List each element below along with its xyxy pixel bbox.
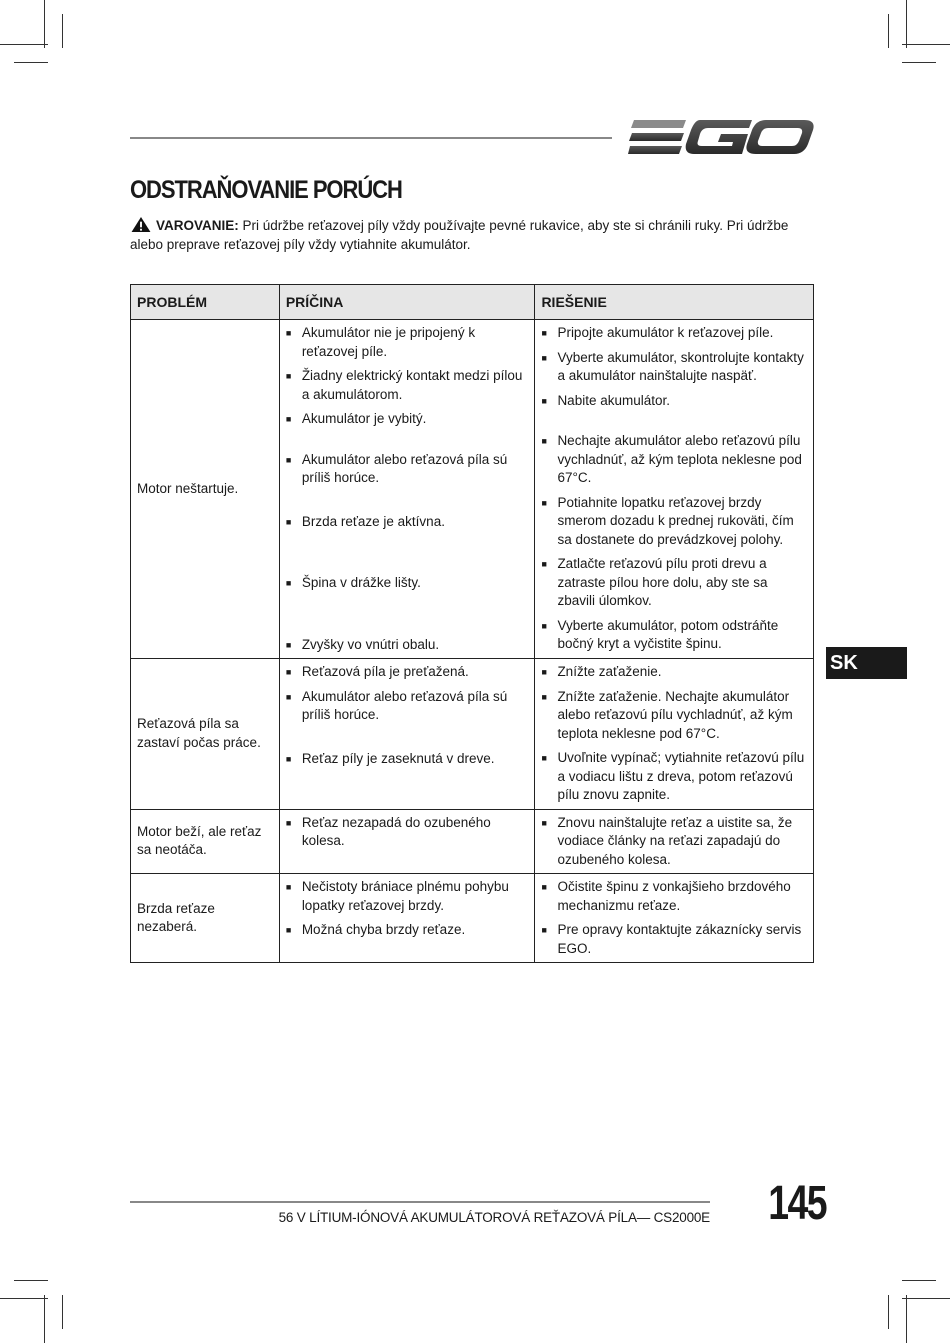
cause-cell xyxy=(279,809,535,874)
solution-text: Zatlačte reťazovú pílu proti drevu a zatraste pílou hore dolu, aby ste sa zbavili úlomkov. xyxy=(557,556,768,608)
crop-mark xyxy=(62,14,63,48)
warning-label: VAROVANIE: xyxy=(156,218,239,233)
cause-text: Reťazová píla je preťažená. xyxy=(301,664,469,679)
warning-triangle-icon xyxy=(130,216,152,233)
cause-cell xyxy=(279,320,535,659)
bullet-icon: ■ xyxy=(541,753,547,763)
problem-cell: Motor neštartuje. xyxy=(131,320,280,659)
solution-text: Pripojte akumulátor k reťazovej píle. xyxy=(557,325,774,340)
bullet-icon: ■ xyxy=(541,497,547,508)
list-item xyxy=(541,555,807,611)
crop-mark xyxy=(902,44,950,45)
bullet-icon: ■ xyxy=(285,454,292,465)
list-item xyxy=(541,663,807,682)
warning-notice xyxy=(130,216,814,254)
list-item xyxy=(286,367,529,404)
solution-cell xyxy=(535,809,814,874)
crop-mark xyxy=(888,14,889,48)
crop-mark xyxy=(902,62,936,63)
list-item xyxy=(541,349,807,386)
problem-cell: Motor beží, ale reťaz sa neotáča. xyxy=(131,809,280,874)
cause-text: Brzda reťaze je aktívna. xyxy=(301,513,445,529)
list-item xyxy=(541,688,807,744)
warning-text: Pri údržbe reťazovej píly vždy používajte pevné rukavice, aby ste si chránili ruky. Pri údržbe alebo preprave reťazovej píly vždy vytiahnite akumulátor. xyxy=(130,218,789,252)
cause-text: Reťaz nezapadá do ozubeného kolesa. xyxy=(301,814,491,848)
bullet-icon: ■ xyxy=(541,559,547,569)
solution-text: Znížte zaťaženie. Nechajte akumulátor alebo reťazovú pílu vychladnúť, až kým teplota neklesne pod 67°C. xyxy=(557,688,793,741)
crop-mark xyxy=(902,1280,936,1281)
footer-product-title: 56 V LÍTIUM-IÓNOVÁ AKUMULÁTOROVÁ REŤAZOVÁ PÍLA— CS2000E xyxy=(278,1210,710,1225)
bullet-icon: ■ xyxy=(541,352,547,363)
list-item xyxy=(541,878,807,915)
page-title: ODSTRAŇOVANIE PORÚCH xyxy=(130,176,402,204)
solution-text: Uvoľnite vypínač; vytiahnite reťazovú pílu a vodiacu lištu z dreva, potom reťazovú pílu znovu zapnite. xyxy=(557,750,805,802)
table-row xyxy=(131,659,814,810)
cause-text: Akumulátor je vybitý. xyxy=(301,411,427,426)
solution-text: Vyberte akumulátor, potom odstráňte bočný kryt a vyčistite špinu. xyxy=(557,617,779,651)
list-item xyxy=(286,410,529,429)
bullet-icon: ■ xyxy=(285,578,292,588)
crop-mark xyxy=(44,0,45,48)
list-item xyxy=(286,574,529,630)
crop-mark xyxy=(906,0,907,48)
column-header-cause: PRÍČINA xyxy=(279,285,535,320)
bullet-icon: ■ xyxy=(285,925,292,935)
bullet-icon: ■ xyxy=(285,753,292,764)
column-header-problem: PROBLÉM xyxy=(131,285,280,320)
troubleshooting-table xyxy=(130,284,814,963)
bullet-icon: ■ xyxy=(541,691,547,702)
list-item xyxy=(286,513,529,569)
table-row xyxy=(131,874,814,963)
solution-cell xyxy=(535,874,814,963)
list-item xyxy=(541,392,807,411)
page-number: 145 xyxy=(768,1177,826,1230)
solution-text: Potiahnite lopatku reťazovej brzdy smerom dozadu k prednej rukoväti, čím sa dostanete do prevádzkovej polohy. xyxy=(557,494,794,547)
list-item xyxy=(286,324,529,361)
table-row xyxy=(131,809,814,874)
cause-text: Akumulátor nie je pripojený k reťazovej píle. xyxy=(301,325,476,359)
bullet-icon: ■ xyxy=(285,328,292,338)
cause-text: Akumulátor alebo reťazová píla sú príliš horúce. xyxy=(301,688,508,722)
bullet-icon: ■ xyxy=(285,516,292,527)
solution-text: Očistite špinu z vonkajšieho brzdového mechanizmu reťaze. xyxy=(557,879,791,913)
solution-text: Znížte zaťaženie. xyxy=(557,664,662,679)
header-rule xyxy=(130,137,612,139)
crop-mark xyxy=(44,1295,45,1343)
list-item xyxy=(541,432,807,488)
list-item xyxy=(286,750,529,769)
bullet-icon: ■ xyxy=(285,639,292,650)
cause-text: Zvyšky vo vnútri obalu. xyxy=(301,636,440,652)
bullet-icon: ■ xyxy=(541,395,547,406)
crop-mark xyxy=(0,1298,48,1299)
list-item xyxy=(286,878,529,915)
list-item xyxy=(286,921,529,940)
solution-text: Vyberte akumulátor, skontrolujte kontakty a akumulátor nainštalujte naspäť. xyxy=(557,349,804,383)
bullet-icon: ■ xyxy=(541,817,547,828)
bullet-icon: ■ xyxy=(285,371,292,381)
crop-mark xyxy=(0,44,48,45)
cause-text: Reťaz píly je zaseknutá v dreve. xyxy=(301,750,495,766)
solution-cell xyxy=(535,320,814,659)
crop-mark xyxy=(14,62,48,63)
cause-cell xyxy=(279,874,535,963)
bullet-icon: ■ xyxy=(285,691,292,702)
cause-cell xyxy=(279,659,535,810)
bullet-icon: ■ xyxy=(285,414,292,424)
solution-text: Nechajte akumulátor alebo reťazovú pílu vychladnúť, až kým teplota neklesne pod 67°C. xyxy=(557,433,802,485)
list-item xyxy=(541,921,807,958)
table-header-row xyxy=(131,285,814,320)
table-row xyxy=(131,320,814,659)
crop-mark xyxy=(14,1280,48,1281)
bullet-icon: ■ xyxy=(541,925,547,935)
bullet-icon: ■ xyxy=(285,817,292,828)
solution-text: Pre opravy kontaktujte zákaznícky servis EGO. xyxy=(557,922,802,956)
list-item xyxy=(286,636,529,655)
cause-text: Žiadny elektrický kontakt medzi pílou a akumulátorom. xyxy=(301,368,523,402)
bullet-icon: ■ xyxy=(541,667,547,677)
problem-cell: Brzda reťaze nezaberá. xyxy=(131,874,280,963)
problem-cell: Reťazová píla sa zastaví počas práce. xyxy=(131,659,280,810)
crop-mark xyxy=(902,1298,950,1299)
list-item xyxy=(541,324,807,343)
crop-mark xyxy=(62,1295,63,1329)
bullet-icon: ■ xyxy=(541,620,547,631)
solution-cell xyxy=(535,659,814,810)
language-tab: SK xyxy=(826,647,907,679)
bullet-icon: ■ xyxy=(285,882,292,892)
cause-text: Akumulátor alebo reťazová píla sú príliš horúce. xyxy=(301,451,508,485)
bullet-icon: ■ xyxy=(285,667,292,677)
list-item xyxy=(286,814,529,851)
ego-logo xyxy=(628,116,814,158)
cause-text: Možná chyba brzdy reťaze. xyxy=(301,922,466,937)
list-item xyxy=(541,494,807,550)
list-item xyxy=(286,688,529,744)
solution-text: Znovu nainštalujte reťaz a uistite sa, že vodiace články na reťazi zapadajú do ozubeného kolesa. xyxy=(557,814,793,867)
bullet-icon: ■ xyxy=(541,328,547,338)
list-item xyxy=(286,451,529,507)
bullet-icon: ■ xyxy=(541,436,547,446)
crop-mark xyxy=(888,1295,889,1329)
list-item xyxy=(541,749,807,805)
cause-text: Špina v drážke lišty. xyxy=(301,575,421,590)
crop-mark xyxy=(906,1295,907,1343)
list-item xyxy=(286,663,529,682)
list-item xyxy=(541,814,807,870)
column-header-solution: RIEŠENIE xyxy=(535,285,814,320)
solution-text: Nabite akumulátor. xyxy=(557,392,670,408)
list-item xyxy=(541,617,807,654)
bullet-icon: ■ xyxy=(541,882,547,892)
cause-text: Nečistoty brániace plnému pohybu lopatky reťazovej brzdy. xyxy=(301,879,509,913)
footer-rule xyxy=(130,1201,710,1203)
